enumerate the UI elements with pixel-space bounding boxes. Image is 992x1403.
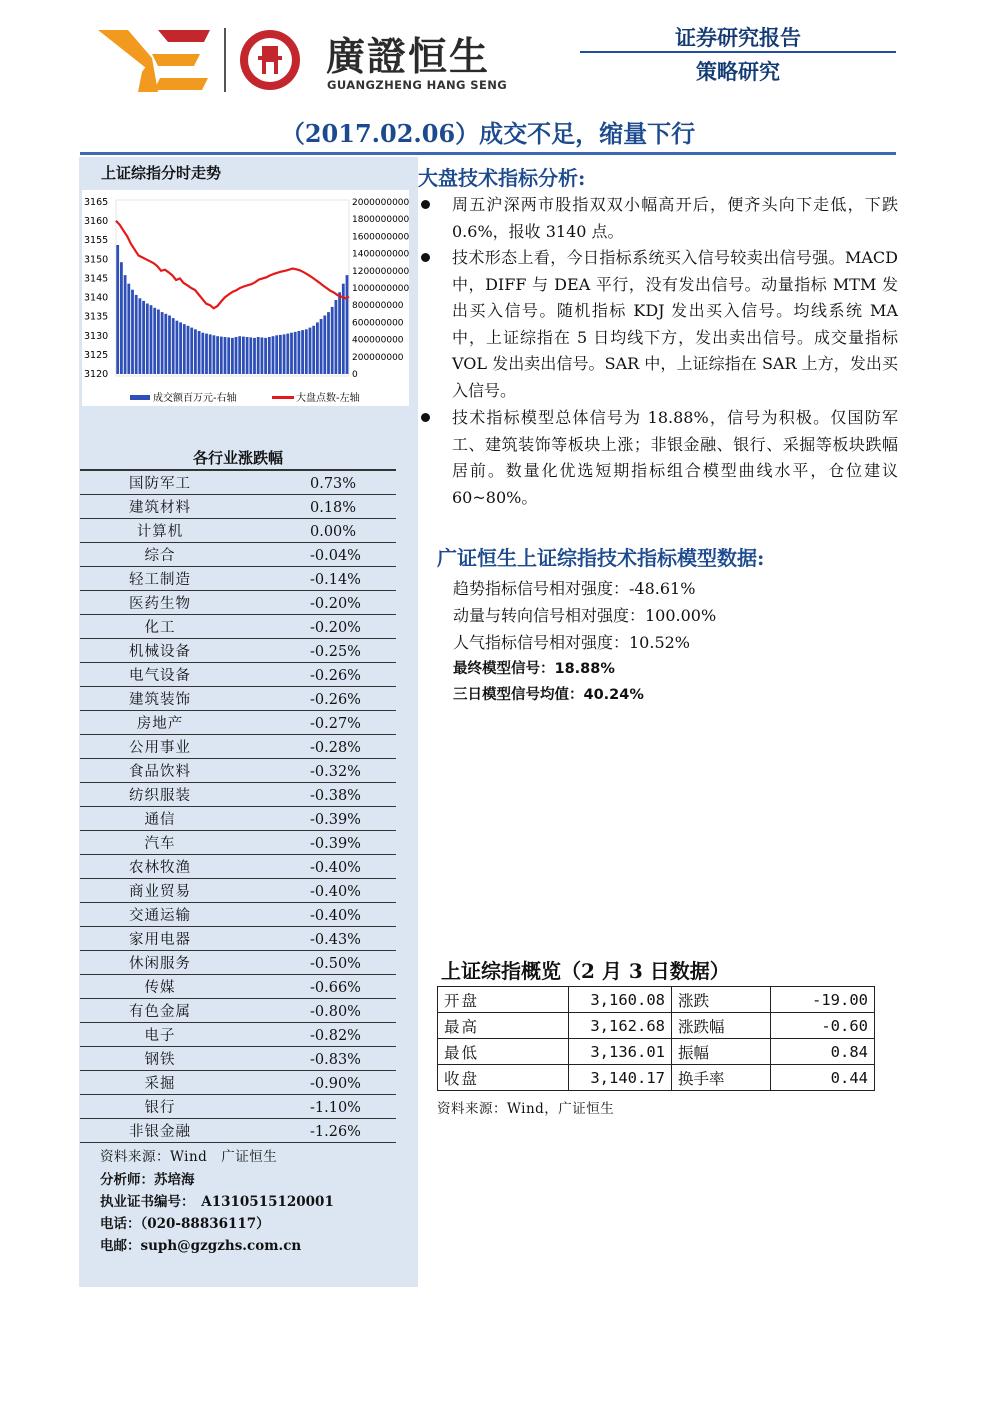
volume-bar	[290, 333, 293, 374]
industry-name: 银行	[80, 1095, 240, 1119]
volume-bar	[312, 326, 315, 374]
right-axis-tick: 1400000000	[352, 249, 409, 260]
volume-bar	[190, 328, 193, 374]
industry-name: 电气设备	[80, 663, 240, 687]
industry-name: 公用事业	[80, 735, 240, 759]
industry-change: -0.80%	[240, 999, 396, 1023]
volume-bar	[213, 335, 216, 374]
chart-title: 上证综指分时走势	[101, 164, 222, 182]
volume-bar	[146, 304, 149, 375]
volume-bar	[249, 337, 252, 374]
industry-row	[80, 711, 396, 735]
bullet-paragraph: 技术形态上看，今日指标系统买入信号较卖出信号强。MACD 中，DIFF 与 DEA 平行，没有发出信号。动量指标 MTM 发出买入信号。随机指标 KDJ 发出买入信号。均线系统 MA 中，上证综指在 5 日均线下方，发出卖出信号。成交量指标 VOL 发出卖出信号。SAR 中，上证综指在 SAR 上方，发出买入信号。	[452, 248, 898, 400]
industry-change: -0.38%	[240, 783, 396, 807]
industry-change: -1.26%	[240, 1119, 396, 1143]
volume-bar	[176, 321, 179, 374]
volume-bar	[142, 301, 145, 374]
industry-change: -0.82%	[240, 1023, 396, 1047]
volume-bar	[183, 324, 186, 374]
volume-bar	[246, 337, 249, 374]
volume-bar	[286, 334, 289, 374]
industry-row	[80, 951, 396, 975]
right-axis-tick: 2000000000	[352, 198, 409, 208]
industry-row	[80, 975, 396, 999]
industry-row	[80, 663, 396, 687]
volume-bar	[264, 338, 267, 374]
bullet-dot	[421, 200, 430, 209]
industry-row	[80, 783, 396, 807]
volume-bar	[120, 262, 123, 374]
industry-change: -0.66%	[240, 975, 396, 999]
industry-change: -0.50%	[240, 951, 396, 975]
volume-bar	[294, 332, 297, 374]
industry-row	[80, 1071, 396, 1095]
industry-name: 轻工制造	[80, 567, 240, 591]
volume-bar	[205, 334, 208, 374]
volume-bar	[153, 308, 156, 374]
volume-bar	[305, 329, 308, 374]
bullet-dot	[421, 413, 430, 422]
industry-row	[80, 1119, 396, 1143]
industry-name: 食品饮料	[80, 759, 240, 783]
volume-bar	[320, 319, 323, 374]
brand-name-cn: 廣證恒生	[326, 35, 491, 80]
industry-row	[80, 639, 396, 663]
industry-change: -0.20%	[240, 591, 396, 615]
industry-table	[80, 469, 396, 1143]
industry-row	[80, 687, 396, 711]
volume-bar	[327, 312, 330, 374]
bullet-paragraph: 技术指标模型总体信号为 18.88%，信号为积极。仅国防军工、建筑装饰等板块上涨；非银金融、银行、采掘等板块跌幅居前。数量化优选短期指标组合模型曲线水平，仓位建议 60~80%。	[452, 408, 898, 507]
industry-row	[80, 591, 396, 615]
industry-name: 休闲服务	[80, 951, 240, 975]
left-axis-tick: 3125	[84, 349, 109, 361]
industry-row	[80, 879, 396, 903]
legend-volume-label: 成交额百万元-右轴	[153, 393, 237, 404]
volume-bar	[194, 329, 197, 374]
left-axis-tick: 3135	[84, 311, 109, 323]
header-divider	[580, 51, 896, 53]
industry-row	[80, 1047, 396, 1071]
volume-bar	[257, 337, 260, 374]
industry-name: 交通运输	[80, 903, 240, 927]
industry-row	[80, 831, 396, 855]
right-axis-tick: 0	[352, 370, 358, 380]
industry-name: 农林牧渔	[80, 855, 240, 879]
industry-change: -0.90%	[240, 1071, 396, 1095]
industry-change: -0.14%	[240, 567, 396, 591]
industry-name: 化工	[80, 615, 240, 639]
volume-bar	[168, 316, 171, 375]
overview-value: -0.60	[771, 1013, 875, 1039]
overview-source: 资料来源：Wind，广证恒生	[437, 1101, 615, 1117]
industry-name: 建筑材料	[80, 495, 240, 519]
model-trend-strength: 趋势指标信号相对强度：-48.61%	[453, 579, 696, 598]
volume-bar	[346, 275, 349, 374]
analyst-name: 分析师：苏培海	[100, 1172, 195, 1188]
overview-label: 收盘	[438, 1065, 569, 1091]
left-axis-tick: 3165	[84, 197, 109, 208]
industry-change: -1.10%	[240, 1095, 396, 1119]
volume-bar	[216, 336, 219, 374]
industry-name: 非银金融	[80, 1119, 240, 1143]
report-type: 证券研究报告	[675, 26, 801, 50]
right-axis-tick: 200000000	[352, 352, 404, 363]
industry-change: -0.39%	[240, 807, 396, 831]
overview-label: 涨跌	[672, 987, 771, 1013]
industry-change: 0.00%	[240, 519, 396, 543]
overview-label: 开盘	[438, 987, 569, 1013]
volume-bar	[235, 337, 238, 374]
volume-bar	[301, 330, 304, 374]
industry-change: -0.26%	[240, 687, 396, 711]
industry-change: -0.28%	[240, 735, 396, 759]
analyst-phone: 电话：（020-88836117）	[100, 1216, 270, 1232]
overview-value: -19.00	[771, 987, 875, 1013]
industry-row	[80, 759, 396, 783]
industry-row	[80, 519, 396, 543]
legend-price-label: 大盘点数-左轴	[296, 393, 360, 404]
right-axis-tick: 600000000	[352, 318, 404, 329]
industry-change: -0.43%	[240, 927, 396, 951]
volume-bar	[335, 300, 338, 374]
overview-row	[438, 1065, 875, 1091]
volume-bar	[261, 337, 264, 374]
industry-change: 0.18%	[240, 495, 396, 519]
right-axis-tick: 1600000000	[352, 232, 409, 243]
analyst-license: 执业证书编号： A1310515120001	[100, 1194, 334, 1210]
industry-name: 医药生物	[80, 591, 240, 615]
volume-bar	[253, 338, 256, 374]
industry-name: 通信	[80, 807, 240, 831]
industry-change: 0.73%	[240, 470, 396, 495]
model-3day-average: 三日模型信号均值：40.24%	[453, 687, 644, 703]
overview-value: 3,136.01	[569, 1039, 672, 1065]
overview-row	[438, 1039, 875, 1065]
industry-name: 商业贸易	[80, 879, 240, 903]
overview-table	[437, 986, 875, 1091]
volume-bar	[201, 333, 204, 374]
model-sentiment-strength: 人气指标信号相对强度：10.52%	[453, 633, 691, 652]
overview-label: 最低	[438, 1039, 569, 1065]
industry-change: -0.25%	[240, 639, 396, 663]
volume-bar	[124, 275, 127, 374]
volume-bar	[238, 336, 241, 374]
model-heading: 广证恒生上证综指技术指标模型数据:	[437, 546, 765, 570]
volume-bar	[279, 335, 282, 374]
volume-bar	[338, 292, 341, 374]
industry-row	[80, 855, 396, 879]
volume-bar	[231, 338, 234, 374]
industry-name: 有色金属	[80, 999, 240, 1023]
industry-name: 汽车	[80, 831, 240, 855]
volume-bar	[268, 337, 271, 374]
volume-bar	[242, 337, 245, 374]
overview-value: 3,160.08	[569, 987, 672, 1013]
industry-name: 电子	[80, 1023, 240, 1047]
industry-change: -0.39%	[240, 831, 396, 855]
legend-price-swatch	[272, 396, 294, 399]
industry-row	[80, 999, 396, 1023]
overview-value: 0.44	[771, 1065, 875, 1091]
volume-bar	[127, 284, 130, 374]
volume-bar	[309, 328, 312, 374]
industry-change: -0.27%	[240, 711, 396, 735]
right-axis-tick: 400000000	[352, 335, 404, 346]
industry-name: 房地产	[80, 711, 240, 735]
industry-row	[80, 903, 396, 927]
volume-bar	[187, 326, 190, 374]
industry-name: 家用电器	[80, 927, 240, 951]
volume-bar	[209, 334, 212, 374]
volume-bar	[316, 322, 319, 374]
report-category: 策略研究	[696, 60, 780, 84]
industry-change: -0.40%	[240, 879, 396, 903]
left-axis-tick: 3160	[84, 216, 109, 228]
right-axis-tick: 1200000000	[352, 266, 409, 277]
overview-value: 3,140.17	[569, 1065, 672, 1091]
volume-bar	[135, 295, 138, 374]
industry-row	[80, 615, 396, 639]
industry-name: 机械设备	[80, 639, 240, 663]
industry-name: 纺织服装	[80, 783, 240, 807]
volume-bar	[323, 316, 326, 375]
tech-heading: 大盘技术指标分析:	[418, 166, 586, 190]
volume-bar	[161, 312, 164, 374]
volume-bar	[131, 290, 134, 374]
volume-bar	[220, 337, 223, 374]
logo-separator	[224, 28, 226, 92]
industry-change: -0.40%	[240, 855, 396, 879]
overview-value: 0.84	[771, 1039, 875, 1065]
volume-bar	[198, 331, 201, 374]
industry-change: -0.40%	[240, 903, 396, 927]
industry-name: 国防军工	[80, 470, 240, 495]
industry-row	[80, 735, 396, 759]
volume-bar	[172, 318, 175, 374]
left-axis-tick: 3140	[84, 292, 109, 304]
industry-name: 传媒	[80, 975, 240, 999]
brand-name-en: GUANGZHENG HANG SENG	[327, 78, 508, 92]
industry-name: 采掘	[80, 1071, 240, 1095]
right-axis-tick: 800000000	[352, 301, 404, 312]
industry-title: 各行业涨跌幅	[192, 449, 283, 467]
industry-row	[80, 1023, 396, 1047]
overview-label: 换手率	[672, 1065, 771, 1091]
overview-label: 振幅	[672, 1039, 771, 1065]
industry-row	[80, 927, 396, 951]
bullet-dot	[421, 253, 430, 262]
legend-volume-swatch	[130, 395, 150, 400]
industry-row	[80, 543, 396, 567]
industry-name: 建筑装饰	[80, 687, 240, 711]
volume-bar	[116, 245, 119, 374]
industry-row	[80, 567, 396, 591]
volume-bar	[139, 298, 142, 374]
volume-bar	[157, 310, 160, 375]
volume-bar	[164, 314, 167, 374]
overview-heading: 上证综指概览（2 月 3 日数据）	[441, 959, 730, 983]
industry-row	[80, 495, 396, 519]
volume-bar	[224, 337, 227, 374]
overview-label: 最高	[438, 1013, 569, 1039]
right-axis-tick: 1000000000	[352, 284, 409, 294]
model-final-signal: 最终模型信号：18.88%	[453, 661, 615, 677]
volume-bar	[298, 331, 301, 374]
report-title: （2017.02.06）成交不足，缩量下行	[280, 119, 696, 148]
industry-change: -0.32%	[240, 759, 396, 783]
industry-change: -0.04%	[240, 543, 396, 567]
left-axis-tick: 3155	[84, 235, 109, 247]
industry-row	[80, 807, 396, 831]
intraday-chart	[82, 190, 409, 406]
industry-row	[80, 470, 396, 495]
volume-bar	[272, 336, 275, 374]
right-axis-tick: 1800000000	[352, 215, 409, 226]
industry-change: -0.26%	[240, 663, 396, 687]
seal-logo-icon	[238, 28, 302, 92]
industry-name: 综合	[80, 543, 240, 567]
industry-name: 计算机	[80, 519, 240, 543]
left-axis-tick: 3120	[84, 369, 109, 380]
overview-row	[438, 987, 875, 1013]
model-momentum-strength: 动量与转向信号相对强度：100.00%	[453, 606, 717, 625]
analyst-email: 电邮：suph@gzgzhs.com.cn	[100, 1238, 302, 1254]
industry-change: -0.83%	[240, 1047, 396, 1071]
industry-change: -0.20%	[240, 615, 396, 639]
volume-bar	[227, 337, 230, 374]
industry-name: 钢铁	[80, 1047, 240, 1071]
industry-row	[80, 1095, 396, 1119]
volume-bar	[283, 334, 286, 374]
volume-bar	[150, 305, 153, 374]
overview-label: 涨跌幅	[672, 1013, 771, 1039]
volume-bar	[275, 335, 278, 374]
overview-row	[438, 1013, 875, 1039]
title-divider	[80, 152, 896, 155]
bullet-paragraph: 周五沪深两市股指双双小幅高开后，便齐头向下走低，下跌 0.6%，报收 3140 点。	[452, 195, 898, 241]
intraday-chart-svg	[82, 190, 409, 406]
left-axis-tick: 3150	[84, 254, 109, 266]
overview-value: 3,162.68	[569, 1013, 672, 1039]
volume-bar	[331, 307, 334, 374]
volume-bar	[179, 322, 182, 374]
sidebar-source: 资料来源：Wind 广证恒生	[100, 1149, 278, 1165]
ye-logo-icon	[98, 28, 210, 92]
left-axis-tick: 3145	[84, 273, 109, 285]
left-axis-tick: 3130	[84, 330, 109, 342]
